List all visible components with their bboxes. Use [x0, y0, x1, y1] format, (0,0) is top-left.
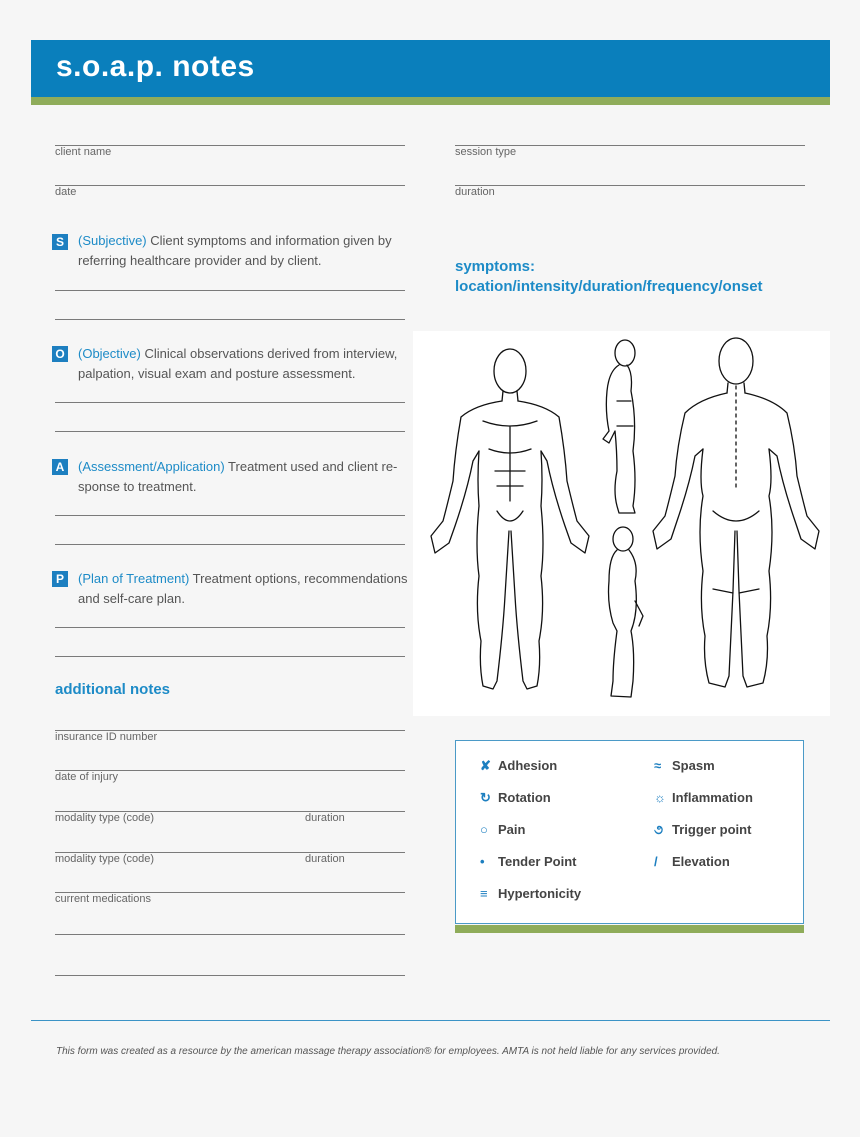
- assessment-line-2[interactable]: [55, 544, 405, 545]
- footer-disclaimer: This form was created as a resource by the american massage therapy association® for employees. AMTA is not held liable for any services provided.: [56, 1046, 720, 1057]
- plan-label: (Plan of Treatment): [78, 571, 190, 586]
- footer-divider: [31, 1020, 830, 1021]
- legend-item-tender-point: • Tender Point: [480, 854, 577, 869]
- tender-point-icon: •: [480, 854, 485, 869]
- legend-item-pain: ○ Pain: [480, 822, 526, 837]
- legend-item-spasm: ≈ Spasm: [654, 758, 715, 773]
- side-view-figure-bottom: [609, 527, 644, 697]
- subjective-description: [78, 231, 423, 271]
- hypertonicity-icon: ≡: [480, 886, 488, 901]
- legend-item-inflammation: ☼ Inflammation: [654, 790, 753, 805]
- legend-item-hypertonicity: ≡ Hypertonicity: [480, 886, 582, 901]
- legend-item-rotation: ↻ Rotation: [480, 790, 551, 805]
- plan-line-1[interactable]: [55, 627, 405, 628]
- plan-line-2[interactable]: [55, 656, 405, 657]
- symptoms-heading-line-2: location/intensity/duration/frequency/onset: [455, 278, 763, 295]
- objective-description: [78, 344, 423, 384]
- subjective-text: Client symptoms and information given by referring healthcare provider and by client.: [78, 233, 392, 268]
- objective-line-1[interactable]: [55, 402, 405, 403]
- subjective-line-2[interactable]: [55, 319, 405, 320]
- modality-2-label: modality type (code): [55, 853, 155, 865]
- insurance-id-label: insurance ID number: [55, 731, 158, 743]
- client-name-label: client name: [55, 146, 112, 158]
- modality-1-duration-label: duration: [305, 812, 345, 824]
- date-line[interactable]: [55, 185, 405, 186]
- objective-badge: O: [52, 346, 68, 362]
- elevation-icon: /: [654, 854, 658, 869]
- modality-2-duration-label: duration: [305, 853, 345, 865]
- subjective-line-1[interactable]: [55, 290, 405, 291]
- legend-stripe: [455, 925, 804, 933]
- objective-line-2[interactable]: [55, 431, 405, 432]
- rotation-icon: ↻: [480, 790, 491, 805]
- symptoms-heading-line-1: symptoms:: [455, 258, 536, 275]
- date-label: date: [55, 186, 77, 198]
- pain-icon: ○: [480, 822, 488, 837]
- back-view-figure: [653, 338, 819, 687]
- current-medications-label: current medications: [55, 893, 151, 905]
- notes-line-1[interactable]: [55, 934, 405, 935]
- session-type-label: session type: [455, 146, 517, 158]
- legend-item-trigger-point: ૭ Trigger point: [654, 822, 752, 837]
- duration-label: duration: [455, 186, 495, 198]
- duration-line[interactable]: [455, 185, 805, 186]
- assessment-badge: A: [52, 459, 68, 475]
- notes-line-2[interactable]: [55, 975, 405, 976]
- subjective-label: (Subjective): [78, 233, 147, 248]
- assessment-line-1[interactable]: [55, 515, 405, 516]
- assessment-label: (Assessment/Application): [78, 459, 225, 474]
- objective-text: Clinical observations derived from interview, palpation, visual exam and posture assessment.: [78, 346, 398, 381]
- date-of-injury-label: date of injury: [55, 771, 118, 783]
- legend-item-adhesion: ✘ Adhesion: [480, 758, 558, 773]
- trigger-point-icon: ૭: [654, 822, 664, 837]
- legend-item-elevation: / Elevation: [654, 854, 730, 869]
- page-title: s.o.a.p. notes: [56, 50, 255, 83]
- header-stripe: [31, 97, 830, 105]
- assessment-description: [78, 457, 423, 497]
- plan-badge: P: [52, 571, 68, 587]
- modality-1-label: modality type (code): [55, 812, 155, 824]
- spasm-icon: ≈: [654, 758, 662, 773]
- side-view-figure-top: [603, 340, 635, 513]
- assessment-text: Treatment used and client re-sponse to treatment.: [78, 459, 398, 494]
- subjective-badge: S: [52, 234, 68, 250]
- plan-description: [78, 569, 423, 609]
- symptoms-heading: [455, 257, 763, 297]
- front-view-figure: [431, 349, 589, 689]
- inflammation-icon: ☼: [654, 790, 666, 805]
- adhesion-icon: ✘: [480, 758, 491, 773]
- plan-text: Treatment options, recommendations and self-care plan.: [78, 571, 408, 606]
- body-diagram[interactable]: [413, 331, 830, 716]
- objective-label: (Objective): [78, 346, 141, 361]
- additional-notes-heading: additional notes: [55, 681, 171, 698]
